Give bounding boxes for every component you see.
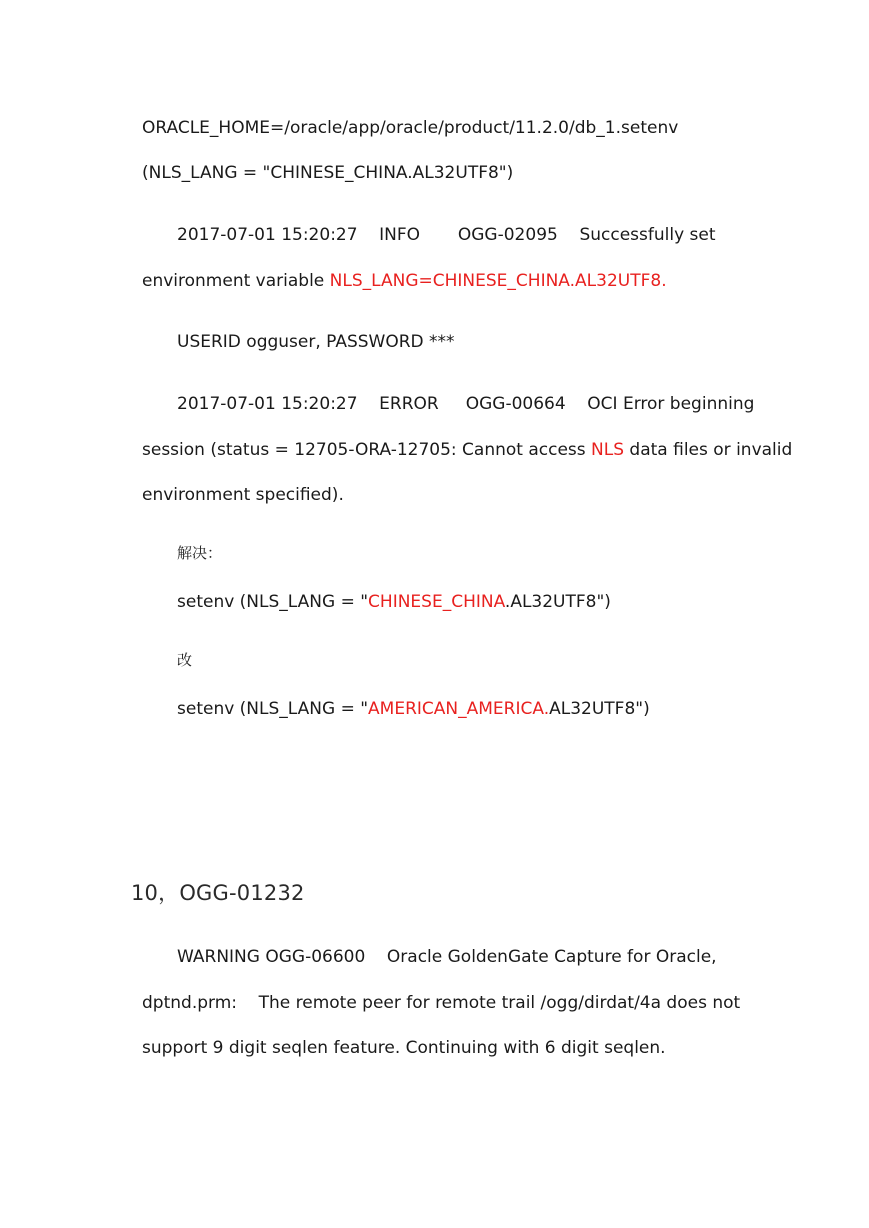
setenv-american-line — [177, 698, 650, 720]
warning-log-line: WARNING OGG-06600 Oracle GoldenGate Capture for Oracle, — [177, 947, 717, 967]
setenv-american-suffix: AL32UTF8") — [549, 699, 650, 719]
setenv-chinese-line — [177, 591, 611, 613]
setenv-american-highlight: AMERICAN_AMERICA. — [368, 699, 550, 719]
info-log-line: 2017-07-01 15:20:27 INFO OGG-02095 Successfully set — [177, 225, 716, 245]
section-heading: 10，OGG-01232 — [131, 881, 305, 905]
setenv-chinese-suffix: .AL32UTF8") — [504, 592, 611, 612]
session-status-highlight: NLS — [591, 440, 625, 460]
env-variable-line — [142, 270, 667, 292]
seqlen-line: support 9 digit seqlen feature. Continuing with 6 digit seqlen. — [142, 1038, 666, 1058]
setenv-chinese-highlight: CHINESE_CHINA — [368, 592, 505, 612]
change-label: 改 — [177, 651, 193, 669]
session-status-line — [142, 439, 792, 461]
env-variable-prefix: environment variable — [142, 271, 330, 291]
nls-lang-line: (NLS_LANG = "CHINESE_CHINA.AL32UTF8") — [142, 163, 514, 183]
setenv-chinese-prefix: setenv (NLS_LANG = " — [177, 592, 369, 612]
environment-specified-line: environment specified). — [142, 485, 344, 505]
error-log-line: 2017-07-01 15:20:27 ERROR OGG-00664 OCI Error beginning — [177, 394, 755, 414]
env-variable-highlight: NLS_LANG=CHINESE_CHINA.AL32UTF8. — [329, 271, 667, 291]
session-status-suffix: data files or invalid — [624, 440, 793, 460]
userid-line: USERID ogguser, PASSWORD *** — [177, 332, 455, 352]
setenv-american-prefix: setenv (NLS_LANG = " — [177, 699, 369, 719]
solution-label: 解决： — [177, 544, 223, 562]
remote-peer-line: dptnd.prm: The remote peer for remote trail /ogg/dirdat/4a does not — [142, 993, 741, 1013]
oracle-home-line: ORACLE_HOME=/oracle/app/oracle/product/11.2.0/db_1.setenv — [142, 118, 679, 138]
session-status-prefix: session (status = 12705-ORA-12705: Cannot access — [142, 440, 592, 460]
